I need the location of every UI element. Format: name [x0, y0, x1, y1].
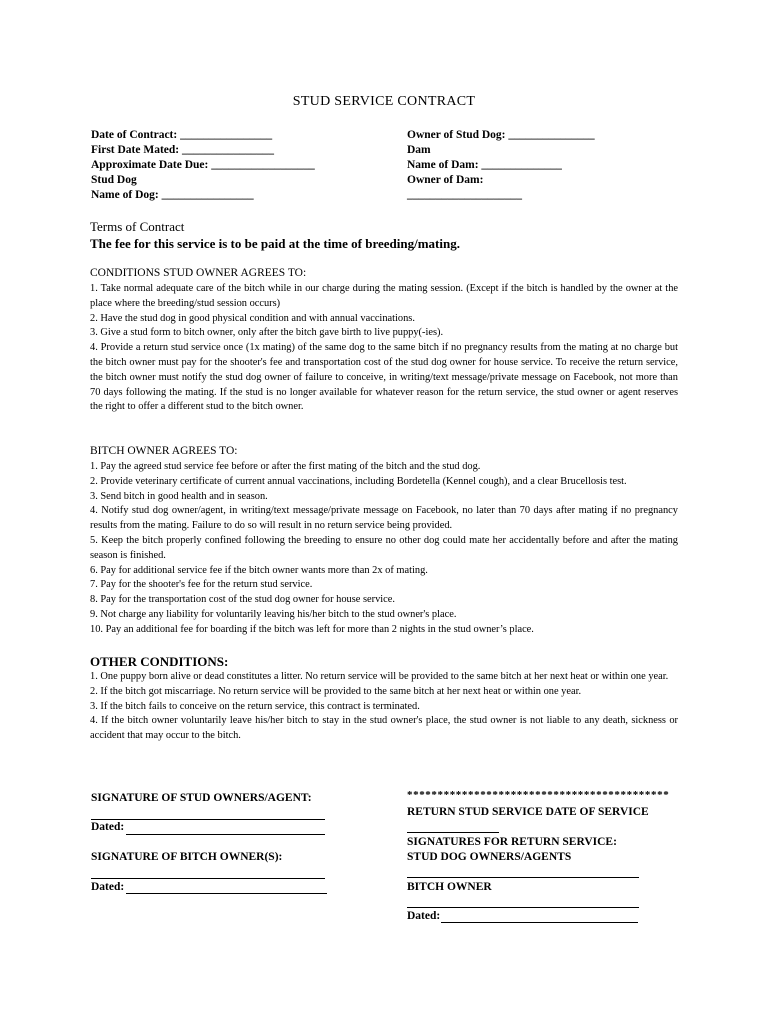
header-left-fields — [91, 128, 315, 203]
approximate-date-due-field: Approximate Date Due: __________________ — [91, 159, 315, 171]
bitch-owner-right-label: BITCH OWNER — [407, 881, 492, 893]
bitch-owner-item: 7. Pay for the shooter's fee for the return stud service. — [90, 579, 313, 591]
stud-owner-item: 1. Take normal adequate care of the bitch while in our charge during the mating session. (Except if the bitch is handled by the owner at the place where the breeding/stud session occurs) — [90, 283, 678, 309]
owner-of-stud-dog-field: Owner of Stud Dog: _______________ — [407, 129, 595, 141]
bitch-owner-item: 3. Send bitch in good health and in season. — [90, 490, 268, 502]
stud-owner-signature-line[interactable] — [91, 819, 325, 820]
other-condition-item: 2. If the bitch got miscarriage. No return service will be provided to the same bitch at her next heat or within one year. — [90, 685, 582, 697]
stud-owner-item: 3. Give a stud form to bitch owner, only after the bitch gave birth to live puppy(-ies). — [90, 327, 444, 339]
bitch-owner-item: 5. Keep the bitch properly confined following the breeding to ensure no other dog could mate her accidentally before and after the mating season is finished. — [90, 534, 678, 561]
terms-heading: Terms of Contract — [90, 219, 185, 234]
bitch-owner-item: 1. Pay the agreed stud service fee before or after the first mating of the bitch and the stud dog. — [90, 461, 481, 472]
bitch-owner-conditions — [90, 443, 678, 638]
dated-label: Dated: — [91, 821, 125, 833]
bitch-owner-heading: BITCH OWNER AGREES TO: — [90, 445, 238, 457]
dated-label: Dated: — [91, 881, 125, 893]
stud-owner-item: 4. Provide a return stud service once (1x mating) of the same dog to the same bitch if no pregnancy results from the mating at no charge but the bitch owner must pay for the shooter's fee and transportation cost of the stud dog owner for house service. To receive the return service, the bitch owner must notify the stud dog owner of failure to conceive, in writing/text message/private message on Facebook, not more than 70 days following the mating. If the stud is no longer available for whatever reason for the return service, the stud owner or agent reserves the right to offer a different stud to the bitch owner. — [90, 342, 678, 413]
stud-owner-heading: CONDITIONS STUD OWNER AGREES TO: — [90, 267, 307, 279]
bitch-owner-item: 8. Pay for the transportation cost of the stud dog owner for house service. — [90, 594, 396, 606]
stud-dog-owners-label: STUD DOG OWNERS/AGENTS — [407, 851, 572, 863]
page-title: STUD SERVICE CONTRACT — [292, 94, 476, 109]
name-of-dog-field: Name of Dog: ________________ — [91, 189, 254, 201]
other-conditions — [90, 653, 678, 744]
bitch-owner-item: 9. Not charge any liability for voluntarily leaving his/her bitch to the stud owner's place. — [90, 608, 457, 620]
bitch-owner-item: 2. Provide veterinary certificate of current annual vaccinations, including Bordetella (Kennel cough), and a clear Brucellosis test. — [90, 475, 627, 487]
bitch-owner-item: 4. Notify stud dog owner/agent, in writing/text message/private message on Facebook, no later than 70 days after mating if no pregnancy results from the mating. Failure to do so will result in no return service being provided. — [90, 505, 678, 532]
other-conditions-heading: OTHER CONDITIONS: — [90, 654, 229, 669]
terms-block — [90, 218, 460, 252]
dam-label: Dam — [407, 144, 431, 156]
header-right-fields — [407, 128, 595, 203]
dated-label: Dated: — [407, 910, 441, 922]
first-date-mated-field: First Date Mated: ________________ — [91, 144, 275, 156]
bitch-owner-signature-label: SIGNATURE OF BITCH OWNER(S): — [91, 851, 283, 863]
star-separator: ******************************************* — [407, 789, 670, 801]
stud-dog-owners-signature-line[interactable] — [407, 877, 639, 878]
stud-owner-date-line[interactable] — [126, 834, 325, 835]
owner-of-dam-blank: ____________________ — [407, 189, 522, 201]
bitch-owner-item: 6. Pay for additional service fee if the bitch owner wants more than 2x of mating. — [90, 564, 428, 576]
fee-statement: The fee for this service is to be paid at the time of breeding/mating. — [90, 236, 460, 251]
stud-owner-signature-label: SIGNATURE OF STUD OWNERS/AGENT: — [91, 792, 312, 804]
return-service-date-signed-line[interactable] — [441, 922, 638, 923]
bitch-owner-signature-line[interactable] — [91, 878, 325, 879]
return-signatures-label: SIGNATURES FOR RETURN SERVICE: — [407, 836, 617, 848]
stud-owner-item: 2. Have the stud dog in good physical condition and with annual vaccinations. — [90, 312, 415, 324]
bitch-owner-item: 10. Pay an additional fee for boarding if the bitch was left for more than 2 nights in the stud owner’s place. — [90, 623, 534, 635]
other-condition-item: 1. One puppy born alive or dead constitutes a litter. No return service will be provided to the same bitch at her next heat or within one year. — [90, 671, 669, 682]
name-of-dam-field: Name of Dam: ______________ — [407, 159, 562, 171]
return-service-date-label: RETURN STUD SERVICE DATE OF SERVICE — [407, 806, 649, 818]
date-of-contract-field: Date of Contract: ________________ — [91, 129, 273, 141]
owner-of-dam-field: Owner of Dam: — [407, 174, 484, 186]
bitch-owner-date-line[interactable] — [126, 893, 327, 894]
stud-dog-label: Stud Dog — [91, 174, 137, 186]
other-condition-item: 3. If the bitch fails to conceive on the return service, this contract is terminated. — [90, 700, 420, 712]
return-service-date-line[interactable] — [407, 832, 499, 833]
stud-owner-conditions — [90, 265, 678, 415]
bitch-owner-right-signature-line[interactable] — [407, 907, 639, 908]
other-condition-item: 4. If the bitch owner voluntarily leave his/her bitch to stay in the stud owner's place, the stud owner is not liable to any death, sickness or accident that may occur to the bitch. — [90, 715, 678, 742]
